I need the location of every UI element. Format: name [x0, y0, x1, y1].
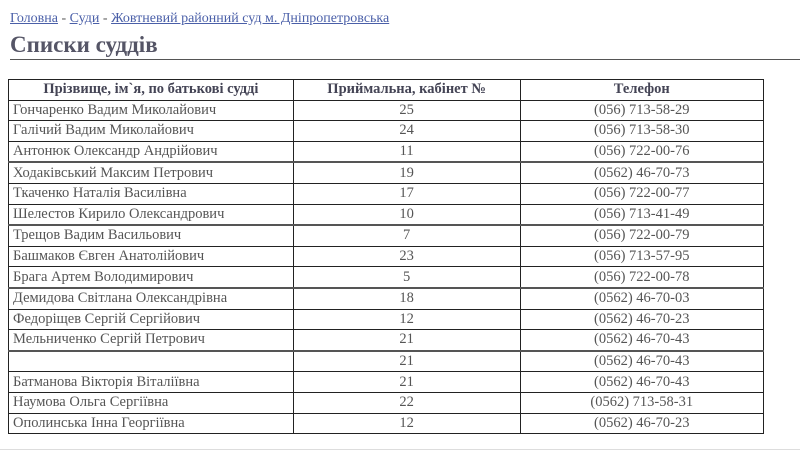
cell-room: 11 [293, 141, 520, 162]
breadcrumb-link-home[interactable]: Головна [10, 11, 58, 26]
bottom-divider [0, 449, 800, 450]
cell-name: Ткаченко Наталія Василівна [9, 183, 294, 204]
cell-phone: (0562) 46-70-43 [520, 330, 764, 351]
cell-name: Галічий Вадим Миколайович [9, 121, 294, 142]
cell-name: Гончаренко Вадим Миколайович [9, 100, 294, 121]
cell-name: Ополинська Інна Георгіївна [9, 413, 294, 434]
cell-phone: (056) 722-00-78 [520, 267, 764, 288]
cell-room: 19 [293, 162, 520, 183]
breadcrumb-separator: - [99, 11, 112, 26]
cell-room: 17 [293, 183, 520, 204]
page-title: Списки суддів [10, 32, 158, 57]
table-row [9, 392, 764, 413]
judges-table [8, 79, 764, 434]
cell-room: 5 [293, 267, 520, 288]
table-row [9, 100, 764, 121]
table-row [9, 413, 764, 434]
table-row [9, 204, 764, 225]
cell-name: Демидова Світлана Олександрівна [9, 288, 294, 309]
table-row [9, 183, 764, 204]
cell-phone: (0562) 46-70-23 [520, 413, 764, 434]
cell-name: Башмаков Євген Анатолійович [9, 246, 294, 267]
table-row [9, 309, 764, 330]
breadcrumb [10, 10, 389, 28]
breadcrumb-link-courts[interactable]: Суди [69, 11, 100, 26]
cell-phone: (056) 713-58-29 [520, 100, 764, 121]
cell-phone: (056) 713-41-49 [520, 204, 764, 225]
cell-phone: (056) 722-00-77 [520, 183, 764, 204]
table-row [9, 351, 764, 372]
cell-name: Федоріщев Сергій Сергійович [9, 309, 294, 330]
cell-name: Мельниченко Сергій Петрович [9, 330, 294, 351]
header-room: Приймальна, кабінет № [293, 80, 520, 101]
cell-name: Брага Артем Володимирович [9, 267, 294, 288]
cell-room: 25 [293, 100, 520, 121]
cell-phone: (0562) 46-70-03 [520, 288, 764, 309]
cell-room: 7 [293, 225, 520, 246]
cell-room: 21 [293, 330, 520, 351]
cell-phone: (056) 713-57-95 [520, 246, 764, 267]
table-row [9, 372, 764, 393]
table-row [9, 141, 764, 162]
cell-name: Батманова Вікторія Віталіївна [9, 372, 294, 393]
cell-room: 21 [293, 351, 520, 372]
cell-name: Шелестов Кирило Олександрович [9, 204, 294, 225]
cell-name: Наумова Ольга Сергіївна [9, 392, 294, 413]
breadcrumb-link-court[interactable]: Жовтневий районний суд м. Дніпропетровська [111, 11, 390, 26]
table-row [9, 330, 764, 351]
cell-phone: (0562) 46-70-43 [520, 372, 764, 393]
title-divider [10, 59, 800, 60]
cell-name [9, 351, 294, 372]
cell-name: Трещов Вадим Васильович [9, 225, 294, 246]
cell-room: 22 [293, 392, 520, 413]
cell-phone: (0562) 46-70-43 [520, 351, 764, 372]
table-row [9, 288, 764, 309]
table-row [9, 246, 764, 267]
cell-room: 21 [293, 372, 520, 393]
cell-room: 23 [293, 246, 520, 267]
cell-room: 18 [293, 288, 520, 309]
cell-room: 24 [293, 121, 520, 142]
breadcrumb-separator: - [57, 11, 70, 26]
table-header-row [9, 80, 764, 101]
cell-name: Антонюк Олександр Андрійович [9, 141, 294, 162]
header-phone: Телефон [520, 80, 764, 101]
cell-phone: (0562) 713-58-31 [520, 392, 764, 413]
cell-room: 10 [293, 204, 520, 225]
cell-phone: (0562) 46-70-73 [520, 162, 764, 183]
table-row [9, 121, 764, 142]
cell-room: 12 [293, 413, 520, 434]
header-name: Прізвище, ім`я, по батькові судді [9, 80, 294, 101]
table-row [9, 162, 764, 183]
cell-phone: (056) 722-00-79 [520, 225, 764, 246]
cell-room: 12 [293, 309, 520, 330]
table-row [9, 225, 764, 246]
cell-name: Ходаківський Максим Петрович [9, 162, 294, 183]
cell-phone: (0562) 46-70-23 [520, 309, 764, 330]
table-row [9, 267, 764, 288]
cell-phone: (056) 713-58-30 [520, 121, 764, 142]
cell-phone: (056) 722-00-76 [520, 141, 764, 162]
